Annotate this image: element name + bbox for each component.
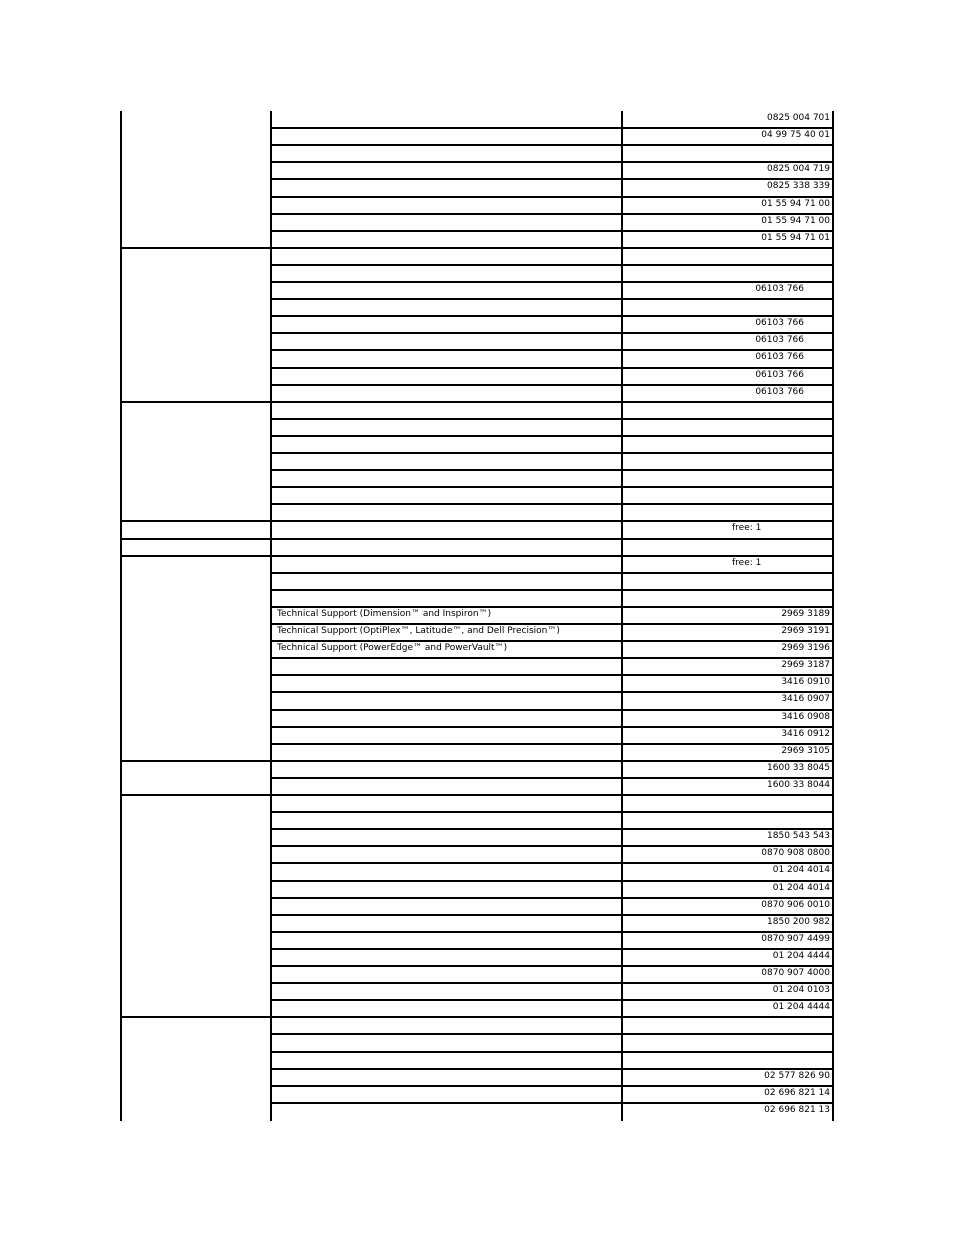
service-description: Technical Support (PowerEdge™ and PowerVault™) bbox=[277, 643, 508, 654]
row-separator bbox=[270, 281, 834, 283]
phone-number: 2969 3196 bbox=[781, 643, 830, 654]
row-separator bbox=[270, 828, 834, 830]
phone-number: 01 55 94 71 00 bbox=[761, 198, 830, 209]
phone-number: 06103 766 bbox=[755, 335, 804, 346]
table-border-left bbox=[120, 111, 122, 1121]
phone-number: 3416 0908 bbox=[781, 711, 830, 722]
row-separator bbox=[270, 127, 834, 129]
row-separator bbox=[270, 1033, 834, 1035]
row-separator bbox=[270, 213, 834, 215]
row-separator bbox=[270, 418, 834, 420]
row-separator bbox=[270, 332, 834, 334]
row-separator bbox=[270, 999, 834, 1001]
row-separator bbox=[270, 572, 834, 574]
row-separator bbox=[270, 315, 834, 317]
phone-number: 04 99 75 40 01 bbox=[761, 130, 830, 141]
row-separator bbox=[120, 555, 834, 557]
row-separator bbox=[270, 931, 834, 933]
row-separator bbox=[270, 657, 834, 659]
row-separator bbox=[270, 1085, 834, 1087]
row-separator bbox=[270, 880, 834, 882]
phone-number: 2969 3105 bbox=[781, 745, 830, 756]
phone-number: 2969 3189 bbox=[781, 608, 830, 619]
phone-number: 01 204 4014 bbox=[772, 865, 830, 876]
row-separator bbox=[270, 914, 834, 916]
phone-number: 0870 907 4499 bbox=[761, 933, 830, 944]
row-separator bbox=[270, 674, 834, 676]
phone-number: 2969 3187 bbox=[781, 660, 830, 671]
free-number: free: 1 bbox=[732, 523, 762, 534]
phone-number: 06103 766 bbox=[755, 386, 804, 397]
row-separator bbox=[270, 469, 834, 471]
phone-number: 01 55 94 71 01 bbox=[761, 232, 830, 243]
row-separator bbox=[270, 264, 834, 266]
row-separator bbox=[120, 1016, 834, 1018]
row-separator bbox=[270, 709, 834, 711]
phone-number: 0825 338 339 bbox=[767, 181, 830, 192]
row-separator bbox=[270, 486, 834, 488]
row-separator bbox=[120, 520, 834, 522]
row-separator bbox=[270, 178, 834, 180]
row-separator bbox=[270, 691, 834, 693]
row-separator bbox=[120, 247, 834, 249]
row-separator bbox=[270, 948, 834, 950]
phone-number: 02 696 821 14 bbox=[764, 1087, 830, 1098]
row-separator bbox=[270, 845, 834, 847]
phone-number: 0825 004 719 bbox=[767, 164, 830, 175]
service-description: Technical Support (OptiPlex™, Latitude™, and Dell Precision™) bbox=[277, 626, 560, 636]
row-separator bbox=[270, 811, 834, 813]
row-separator bbox=[270, 965, 834, 967]
phone-number: 02 577 826 90 bbox=[764, 1070, 830, 1081]
phone-number: 01 204 0103 bbox=[772, 985, 830, 996]
phone-number: 1600 33 8045 bbox=[767, 762, 830, 773]
row-separator bbox=[270, 196, 834, 198]
row-separator bbox=[120, 794, 834, 796]
row-separator bbox=[120, 760, 834, 762]
phone-number: 0870 906 0010 bbox=[761, 899, 830, 910]
row-separator bbox=[270, 349, 834, 351]
free-number: free: 1 bbox=[732, 557, 762, 568]
contact-numbers-table bbox=[120, 111, 834, 1121]
phone-number: 1850 200 982 bbox=[767, 916, 830, 927]
row-separator bbox=[270, 743, 834, 745]
phone-number: 01 55 94 71 00 bbox=[761, 215, 830, 226]
row-separator bbox=[270, 589, 834, 591]
column-divider-2 bbox=[621, 111, 623, 1121]
phone-number: 3416 0907 bbox=[781, 694, 830, 705]
phone-number: 0870 908 0800 bbox=[761, 848, 830, 859]
phone-number: 01 204 4444 bbox=[772, 1002, 830, 1013]
phone-number: 01 204 4444 bbox=[772, 950, 830, 961]
row-separator bbox=[270, 367, 834, 369]
phone-number: 3416 0912 bbox=[781, 728, 830, 739]
row-separator bbox=[270, 298, 834, 300]
row-separator bbox=[270, 230, 834, 232]
row-separator bbox=[270, 144, 834, 146]
row-separator bbox=[270, 726, 834, 728]
phone-number: 3416 0910 bbox=[781, 677, 830, 688]
row-separator bbox=[270, 161, 834, 163]
phone-number: 2969 3191 bbox=[781, 626, 830, 636]
row-separator bbox=[270, 503, 834, 505]
row-separator bbox=[120, 538, 834, 540]
row-separator bbox=[270, 452, 834, 454]
row-separator bbox=[270, 384, 834, 386]
row-separator bbox=[270, 982, 834, 984]
phone-number: 1600 33 8044 bbox=[767, 779, 830, 790]
row-separator bbox=[270, 1051, 834, 1053]
phone-number: 02 696 821 13 bbox=[764, 1104, 830, 1115]
phone-number: 06103 766 bbox=[755, 318, 804, 329]
row-separator bbox=[270, 897, 834, 899]
row-separator bbox=[270, 435, 834, 437]
table-border-right bbox=[832, 111, 834, 1121]
row-separator bbox=[270, 1068, 834, 1070]
column-divider-1 bbox=[270, 111, 272, 1121]
service-description: Technical Support (Dimension™ and Inspiron™) bbox=[277, 608, 492, 619]
phone-number: 0870 907 4000 bbox=[761, 968, 830, 978]
row-separator bbox=[270, 777, 834, 779]
phone-number: 1850 543 543 bbox=[767, 831, 830, 842]
row-separator bbox=[120, 401, 834, 403]
row-separator bbox=[270, 862, 834, 864]
phone-number: 06103 766 bbox=[755, 352, 804, 363]
phone-number: 0825 004 701 bbox=[767, 113, 830, 123]
row-separator bbox=[270, 1102, 834, 1104]
phone-number: 06103 766 bbox=[755, 369, 804, 380]
phone-number: 06103 766 bbox=[755, 284, 804, 294]
phone-number: 01 204 4014 bbox=[772, 882, 830, 893]
